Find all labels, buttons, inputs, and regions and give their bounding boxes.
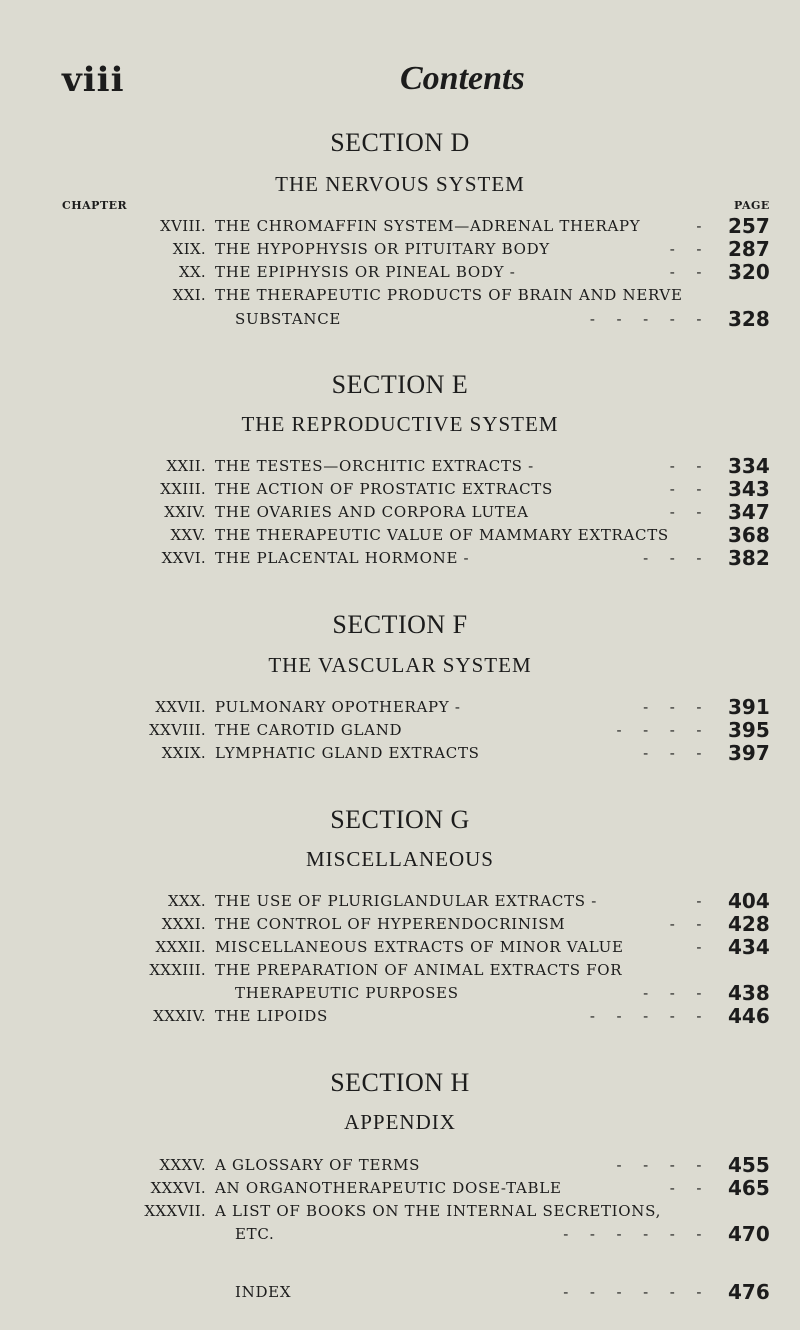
page-number: 438 [728, 981, 770, 1005]
leader-dots: - [696, 892, 702, 910]
page-column-header: PAGE [734, 199, 770, 212]
leader-dots: - - [669, 240, 702, 258]
leader-dots: - - [669, 263, 702, 281]
page-number: 320 [728, 260, 770, 284]
chapter-title: THE PREPARATION OF ANIMAL EXTRACTS FOR [215, 961, 623, 979]
chapter-column-header: CHAPTER [62, 199, 128, 212]
toc-entry [0, 454, 800, 479]
page-number: 404 [728, 889, 770, 913]
toc-entry [0, 523, 800, 548]
toc-entry [0, 1202, 800, 1224]
section-title: SECTION H [330, 1068, 470, 1097]
toc-entry [0, 214, 800, 239]
page-number: 382 [728, 546, 770, 570]
chapter-title: THE CHROMAFFIN SYSTEM—ADRENAL THERAPY [215, 217, 641, 235]
chapter-number: XXX. [167, 892, 206, 910]
chapter-number: XXII. [166, 457, 206, 475]
section-subtitle: MISCELLANEOUS [305, 847, 494, 871]
leader-dots: - - [669, 915, 702, 933]
chapter-number: XXVIII. [149, 721, 206, 739]
chapter-title: SUBSTANCE [235, 310, 342, 328]
chapter-title: THE PLACENTAL HORMONE - [215, 549, 470, 567]
chapter-number: XXIII. [160, 480, 206, 498]
toc-entry [0, 741, 800, 766]
page-number: 343 [728, 477, 770, 501]
chapter-title: AN ORGANOTHERAPEUTIC DOSE-TABLE [215, 1179, 562, 1197]
leader-dots: - [696, 938, 702, 956]
leader-dots: - - [669, 503, 702, 521]
chapter-number: XXIX. [161, 744, 206, 762]
chapter-number: XXXIV. [153, 1007, 206, 1025]
chapter-title: THE EPIPHYSIS OR PINEAL BODY - [215, 263, 516, 281]
toc-entry [0, 889, 800, 914]
chapter-title: THE USE OF PLURIGLANDULAR EXTRACTS - [215, 892, 597, 910]
page-number: 257 [728, 214, 770, 238]
page-number: 470 [728, 1222, 770, 1246]
toc-entry [0, 286, 800, 308]
section-subtitle: THE NERVOUS SYSTEM [275, 172, 525, 196]
toc-entry [0, 1222, 800, 1247]
chapter-number: XXV. [170, 526, 206, 544]
leader-dots: - - - - - [589, 310, 702, 328]
chapter-title: THE LIPOIDS [215, 1007, 329, 1025]
toc-entry [0, 1153, 800, 1178]
chapter-number: XXI. [172, 286, 206, 304]
page-number: 476 [728, 1280, 770, 1304]
toc-entry [0, 260, 800, 285]
page-number: 465 [728, 1176, 770, 1200]
toc-entry [0, 981, 800, 1006]
chapter-number: XXXVI. [150, 1179, 206, 1197]
page-number: 347 [728, 500, 770, 524]
leader-dots: - - - [643, 744, 702, 762]
leader-dots: - - - [643, 984, 702, 1002]
chapter-title: THE THERAPEUTIC VALUE OF MAMMARY EXTRACTS [215, 526, 669, 544]
leader-dots: - - - [643, 549, 702, 567]
leader-dots: - - - - [616, 1156, 702, 1174]
chapter-title: A GLOSSARY OF TERMS [215, 1156, 421, 1174]
section-subtitle: APPENDIX [344, 1110, 456, 1134]
toc-entry-index [0, 1280, 800, 1305]
leader-dots: - - - [643, 698, 702, 716]
toc-entry [0, 718, 800, 743]
page-number: 397 [728, 741, 770, 765]
chapter-title: PULMONARY OPOTHERAPY - [215, 698, 461, 716]
page-number: 434 [728, 935, 770, 959]
chapter-number: XXXV. [159, 1156, 206, 1174]
chapter-number: XXXII. [155, 938, 206, 956]
page-number: 328 [728, 307, 770, 331]
section-subtitle: THE VASCULAR SYSTEM [268, 653, 532, 677]
page-number: 287 [728, 237, 770, 261]
toc-entry [0, 500, 800, 525]
toc-entry [0, 307, 800, 332]
toc-entry [0, 695, 800, 720]
leader-dots: - - [669, 1179, 702, 1197]
chapter-number: XXXIII. [149, 961, 206, 979]
chapter-number: XXXVII. [144, 1202, 206, 1220]
index-label: INDEX [235, 1283, 292, 1301]
chapter-number: XX. [178, 263, 206, 281]
chapter-number: XXIV. [164, 503, 206, 521]
chapter-title: THE ACTION OF PROSTATIC EXTRACTS [215, 480, 553, 498]
page-number: 391 [728, 695, 770, 719]
leader-dots: - - - - - [589, 1007, 702, 1025]
page-number: 428 [728, 912, 770, 936]
leader-dots: - - - - [616, 721, 702, 739]
chapter-title: THERAPEUTIC PURPOSES [235, 984, 459, 1002]
chapter-number: XVIII. [160, 217, 206, 235]
toc-entry [0, 546, 800, 571]
chapter-title: LYMPHATIC GLAND EXTRACTS [215, 744, 480, 762]
leader-dots: - - - - - - [563, 1225, 702, 1243]
leader-dots: - - [669, 457, 702, 475]
page-number: 334 [728, 454, 770, 478]
chapter-title: A LIST OF BOOKS ON THE INTERNAL SECRETIONS, [215, 1202, 662, 1220]
chapter-title: THE TESTES—ORCHITIC EXTRACTS - [215, 457, 534, 475]
chapter-number: XIX. [172, 240, 206, 258]
page-number: 455 [728, 1153, 770, 1177]
leader-dots: - - - - - - [563, 1283, 702, 1301]
toc-entry [0, 912, 800, 937]
toc-entry [0, 1176, 800, 1201]
page-number: 446 [728, 1004, 770, 1028]
toc-entry [0, 935, 800, 960]
chapter-title: MISCELLANEOUS EXTRACTS OF MINOR VALUE [215, 938, 624, 956]
running-title: Contents [400, 60, 525, 97]
page-number: 395 [728, 718, 770, 742]
section-title: SECTION E [331, 370, 469, 399]
chapter-number: XXVI. [161, 549, 206, 567]
chapter-title: ETC. [235, 1225, 275, 1243]
chapter-title: THE HYPOPHYSIS OR PITUITARY BODY [215, 240, 550, 258]
section-title: SECTION F [332, 610, 468, 639]
chapter-title: THE THERAPEUTIC PRODUCTS OF BRAIN AND NERVE [215, 286, 683, 304]
toc-entry [0, 477, 800, 502]
chapter-title: THE CONTROL OF HYPERENDOCRINISM [215, 915, 566, 933]
section-subtitle: THE REPRODUCTIVE SYSTEM [241, 412, 559, 436]
leader-dots: - [696, 217, 702, 235]
chapter-title: THE CAROTID GLAND [215, 721, 403, 739]
chapter-number: XXVII. [155, 698, 206, 716]
leader-dots: - - [669, 480, 702, 498]
page-numeral: viii [62, 60, 125, 100]
toc-entry [0, 237, 800, 262]
section-title: SECTION G [330, 805, 470, 834]
section-title: SECTION D [330, 128, 470, 157]
chapter-title: THE OVARIES AND CORPORA LUTEA [215, 503, 529, 521]
toc-entry [0, 1004, 800, 1029]
toc-entry [0, 961, 800, 983]
chapter-number: XXXI. [161, 915, 206, 933]
page-number: 368 [728, 523, 770, 547]
